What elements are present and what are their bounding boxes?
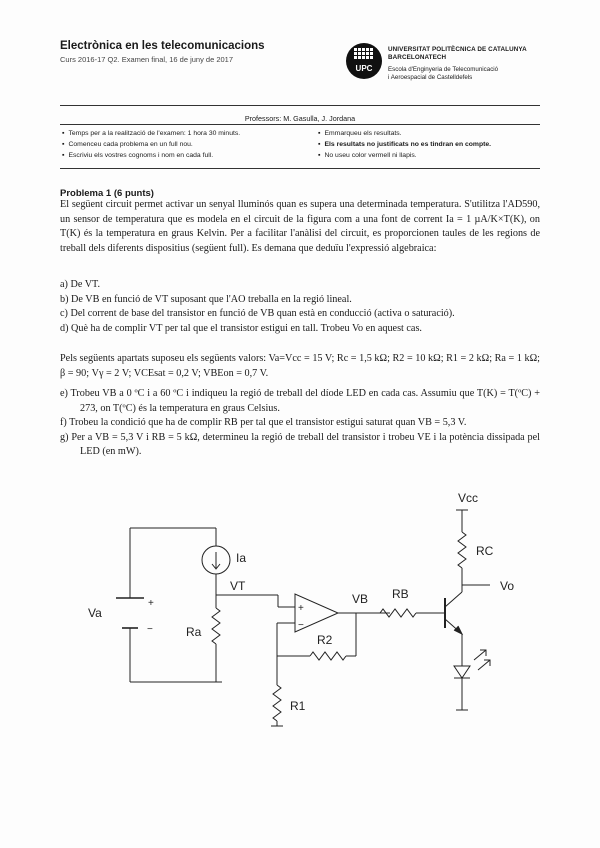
label-r2: R2 bbox=[317, 633, 333, 647]
school-name bbox=[388, 66, 498, 81]
question-list-2 bbox=[60, 387, 540, 460]
question-f: f) Trobeu la condició que ha de complir RB per tal que el transistor estigui saturat quan VB = 5,3 V. bbox=[60, 417, 467, 428]
label-rb: RB bbox=[392, 587, 409, 601]
course-subtitle: Curs 2016-17 Q2. Examen final, 16 de juny de 2017 bbox=[60, 55, 234, 64]
battery-plus-sign: + bbox=[148, 598, 154, 609]
upc-logo-text: UPC bbox=[355, 64, 373, 73]
circuit-diagram bbox=[60, 470, 540, 730]
label-vcc: Vcc bbox=[458, 491, 479, 505]
rule-item: ▪ Temps per a la realització de l'examen: 1 hora 30 minuts. bbox=[62, 128, 312, 139]
rule-item: ▪ Emmarqueu els resultats. bbox=[318, 128, 548, 139]
label-vt: VT bbox=[230, 579, 246, 593]
school-line-2: i Aeroespacial de Castelldefels bbox=[388, 73, 473, 81]
label-ia: Ia bbox=[236, 551, 247, 565]
rules-right bbox=[318, 128, 548, 161]
university-line-2: BARCELONATECH bbox=[388, 54, 447, 61]
label-vo: Vo bbox=[500, 579, 515, 593]
question-e: e) Trobeu VB a 0 ºC i a 60 ºC i indiqueu la regió de treball del díode LED en cada cas. Assumiu que T(K) = T(ºC) + 273, on T(ºC) és la temperatura en graus Celsius. bbox=[60, 388, 540, 414]
question-list-1 bbox=[60, 278, 540, 336]
divider-top bbox=[60, 105, 540, 106]
professors: Professors: M. Gasulla, J. Jordana bbox=[244, 114, 356, 123]
rule-item: ▪ No useu color vermell ni llapis. bbox=[318, 150, 548, 161]
divider-bottom bbox=[60, 168, 540, 169]
opamp-plus: + bbox=[298, 603, 304, 614]
label-ra: Ra bbox=[186, 625, 202, 639]
values-paragraph: Pels següents apartats suposeu els següents valors: Va=Vcc = 15 V; Rc = 1,5 kΩ; R2 = 10 kΩ; R1 = 2 kΩ; Ra = 1 kΩ; β = 90; Vγ = 2 V; VCEsat = 0,2 V; VBEon = 0,7 V. bbox=[60, 353, 540, 379]
rule-item: ▪ Els resultats no justificats no es tindran en compte. bbox=[318, 139, 548, 150]
label-r1: R1 bbox=[290, 699, 306, 713]
current-source-ia bbox=[202, 528, 230, 595]
opamp-minus: − bbox=[298, 620, 304, 631]
led-diode bbox=[454, 642, 490, 710]
divider-middle bbox=[60, 124, 540, 125]
rule-item: ▪ Comenceu cada problema en un full nou. bbox=[62, 139, 312, 150]
problem-title: Problema 1 (6 punts) bbox=[60, 188, 154, 199]
question-a: a) De VT. bbox=[60, 279, 101, 290]
problem-intro: El següent circuit permet activar un senyal lluminós quan es supera una determinada temperatura. S'utilitza l'AD590, un sensor de temperatura que es modela en el circuit de la figura com a una font de corrent Ia = 1 µA/K×T(K), on T(K) és la temperatura en graus Kelvin. Per a facilitar l'anàlisi del circuit, es proporcionen taules de les regions de treball dels diferents dispositius (següent full). Es demana que deduïu l'expressió algebraica: bbox=[60, 199, 540, 254]
question-d: d) Què ha de complir VT per tal que el transistor estigui en tall. Trobeu Vo en aquest cas. bbox=[60, 322, 422, 334]
npn-transistor bbox=[445, 588, 462, 642]
battery-va bbox=[116, 528, 216, 682]
question-c: c) Del corrent de base del transistor en funció de VB quan està en conducció (activa o saturació). bbox=[60, 308, 455, 319]
question-g: g) Per a VB = 5,3 V i RB = 5 kΩ, determineu la regió de treball del transistor i trobeu VE i la potència dissipada pel LED (en mW). bbox=[60, 431, 540, 457]
course-title: Electrònica en les telecomunicacions bbox=[60, 40, 265, 52]
label-rc: RC bbox=[476, 544, 494, 558]
label-va: Va bbox=[88, 606, 102, 620]
university-name bbox=[388, 46, 527, 62]
school-line-1: Escola d'Enginyeria de Telecomunicació bbox=[388, 66, 499, 73]
rules-left bbox=[62, 128, 312, 161]
upc-logo bbox=[345, 42, 383, 80]
question-b: b) De VB en funció de VT suposant que l'AO treballa en la regió lineal. bbox=[60, 293, 352, 305]
rule-item: ▪ Escriviu els vostres cognoms i nom en cada full. bbox=[62, 150, 312, 161]
battery-minus-sign: − bbox=[147, 624, 153, 635]
university-line-1: UNIVERSITAT POLITÈCNICA DE CATALUNYA bbox=[388, 46, 527, 53]
label-vb: VB bbox=[352, 592, 369, 606]
